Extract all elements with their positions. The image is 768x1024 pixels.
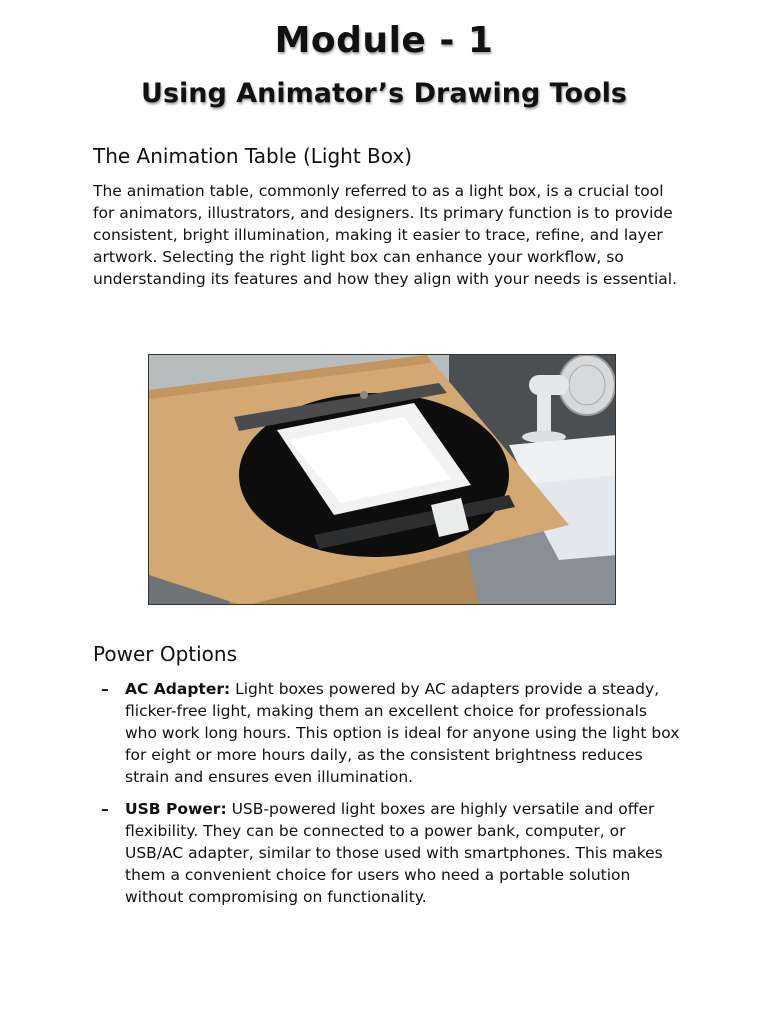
list-item: [93, 678, 683, 788]
term-usb-power: USB Power:: [125, 800, 227, 818]
bullet-dash: –: [101, 800, 109, 818]
section-heading-power-options: Power Options: [93, 642, 237, 666]
power-options-list: [93, 678, 683, 918]
page-subtitle: Using Animator’s Drawing Tools: [141, 78, 627, 109]
light-box-paragraph: The animation table, commonly referred to as a light box, is a crucial tool for animators, illustrators, and designers. Its primary function is to provide consistent, bright illumination, making it easier to trace, refine, and layer artwork. Selecting the right light box can enhance your workflow, so understanding its features and how they align with your needs is essential.: [93, 182, 677, 288]
item-description: Light boxes powered by AC adapters provide a steady, flicker-free light, making them an excellent choice for professionals who work long hours. This option is ideal for anyone using the light box for eight or more hours daily, as the consistent brightness reduces strain and ensures even illumination.: [125, 680, 680, 786]
bullet-dash: –: [101, 680, 109, 698]
section-heading-light-box: The Animation Table (Light Box): [93, 144, 413, 168]
list-item: [93, 798, 683, 908]
light-box-photo: [148, 354, 616, 605]
term-ac-adapter: AC Adapter:: [125, 680, 231, 698]
page-title: Module - 1: [274, 20, 494, 61]
item-description: USB-powered light boxes are highly versatile and offer flexibility. They can be connected to a power bank, computer, or USB/AC adapter, similar to those used with smartphones. This makes them a convenient choice for users who need a portable solution without compromising on functionality.: [125, 800, 663, 906]
